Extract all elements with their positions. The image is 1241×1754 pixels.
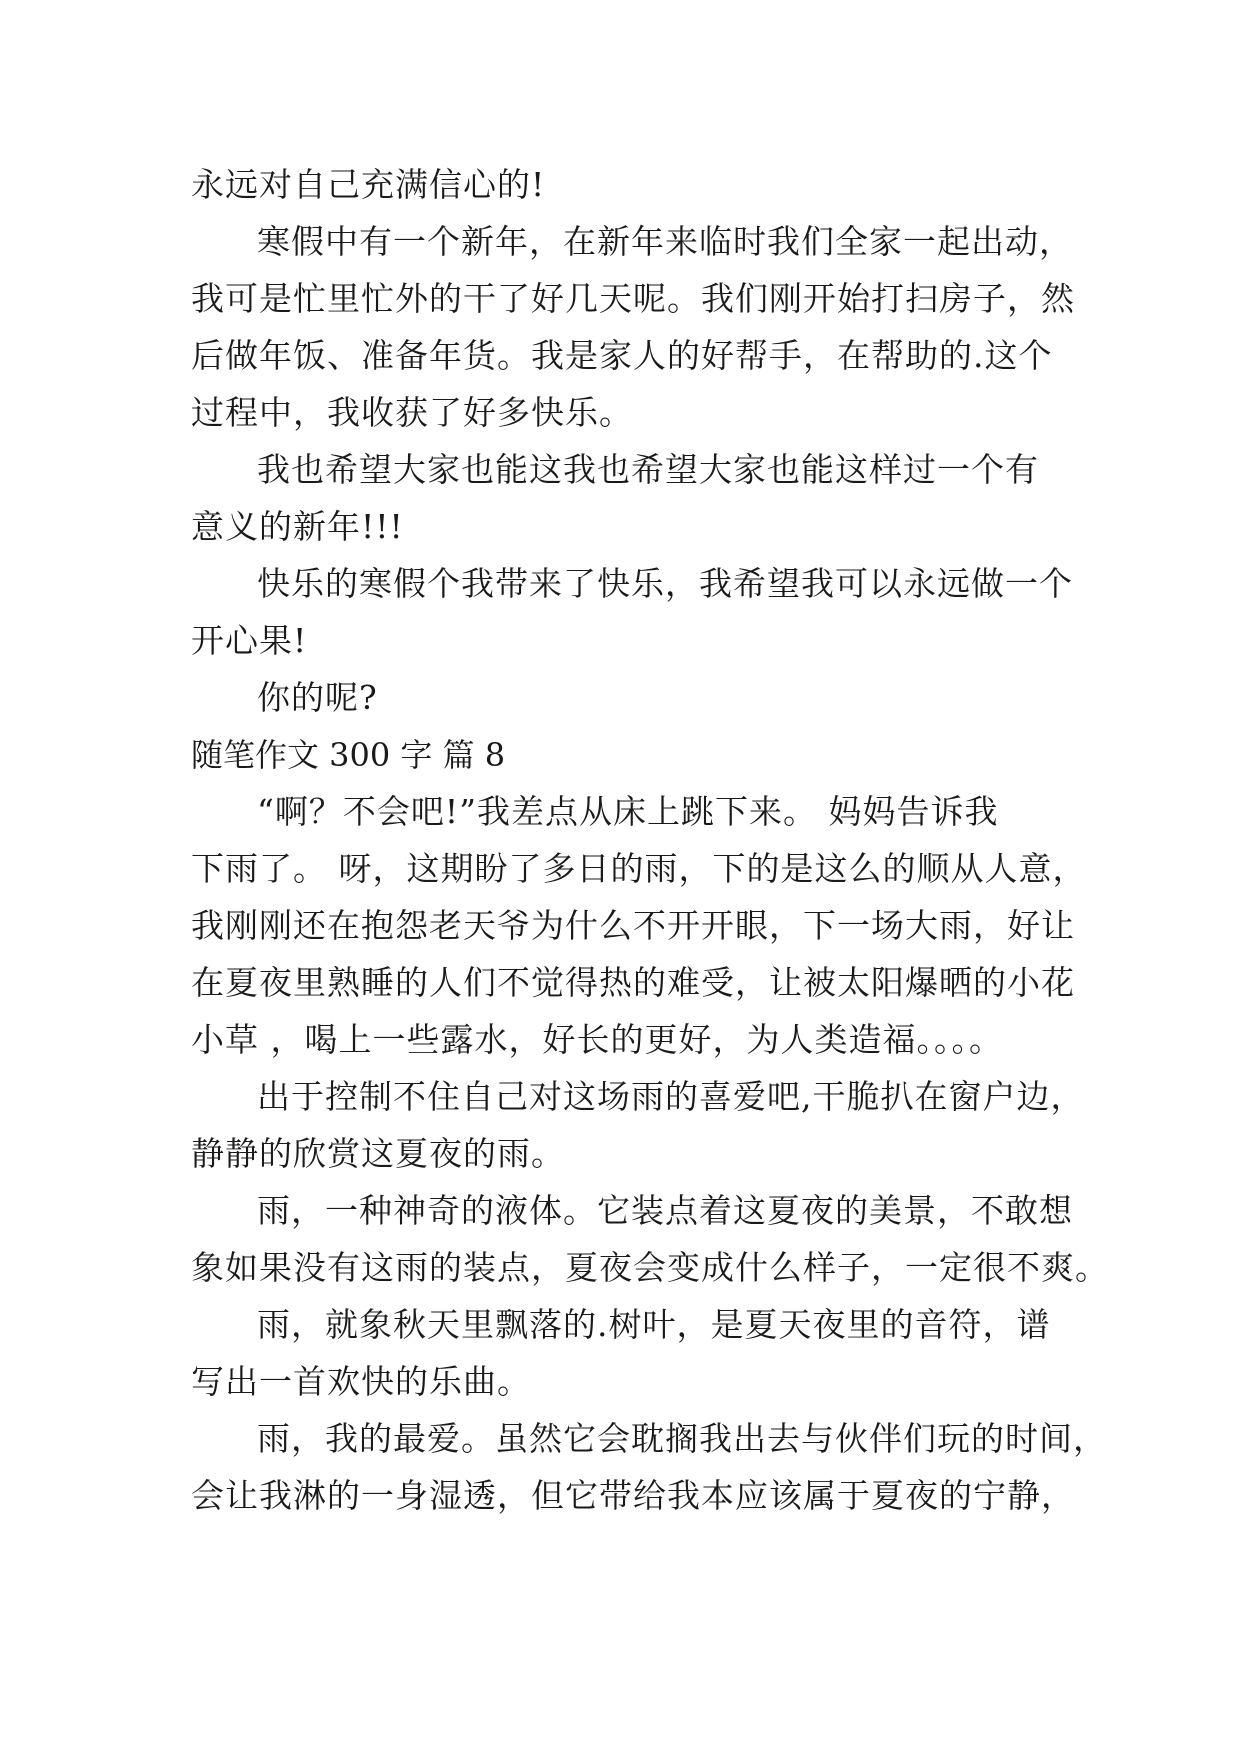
text-line: 写出一首欢快的乐曲。	[191, 1362, 531, 1401]
text-line: 你的呢?	[257, 678, 378, 717]
text-line: 下雨了。 呀，这期盼了多日的雨，下的是这么的顺从人意，	[191, 849, 1087, 888]
text-line: 我刚刚还在抱怨老天爷为什么不开开眼，下一场大雨，好让	[191, 906, 1075, 945]
text-line: 后做年饭、准备年货。我是家人的好帮手，在帮助的.这个	[191, 336, 1053, 375]
text-line: 永远对自己充满信心的!	[191, 165, 546, 204]
text-line: 出于控制不住自己对这场雨的喜爱吧,干脆扒在窗户边，	[257, 1077, 1085, 1116]
text-line: 我也希望大家也能这我也希望大家也能这样过一个有	[257, 450, 1039, 489]
text-line: 小草 ，喝上一些露水，好长的更好，为人类造福。。。。	[191, 1020, 1003, 1059]
text-line: 开心果!	[191, 621, 308, 660]
section-heading: 随笔作文 300 字 篇 8	[191, 736, 506, 774]
text-line: 雨，一种神奇的液体。它装点着这夏夜的美景，不敢想	[257, 1191, 1073, 1230]
text-line: 寒假中有一个新年，在新年来临时我们全家一起出动，	[257, 222, 1073, 261]
text-line: “啊？不会吧!”我差点从床上跳下来。 妈妈告诉我	[257, 792, 999, 831]
text-line: 会让我淋的一身湿透，但它带给我本应该属于夏夜的宁静，	[191, 1476, 1075, 1515]
text-line: 雨，就象秋天里飘落的.树叶，是夏天夜里的音符，谱	[257, 1305, 1051, 1344]
text-line: 意义的新年!!!	[191, 507, 404, 546]
text-line: 在夏夜里熟睡的人们不觉得热的难受，让被太阳爆晒的小花	[191, 963, 1075, 1002]
text-line: 静静的欣赏这夏夜的雨。	[191, 1134, 565, 1173]
text-line: 过程中，我收获了好多快乐。	[191, 393, 633, 432]
text-line: 快乐的寒假个我带来了快乐，我希望我可以永远做一个	[257, 564, 1073, 603]
text-line: 我可是忙里忙外的干了好几天呢。我们刚开始打扫房子，然	[191, 279, 1075, 318]
text-line: 象如果没有这雨的装点，夏夜会变成什么样子，一定很不爽。	[191, 1248, 1109, 1287]
text-line: 雨，我的最爱。虽然它会耽搁我出去与伙伴们玩的时间，	[257, 1419, 1107, 1458]
